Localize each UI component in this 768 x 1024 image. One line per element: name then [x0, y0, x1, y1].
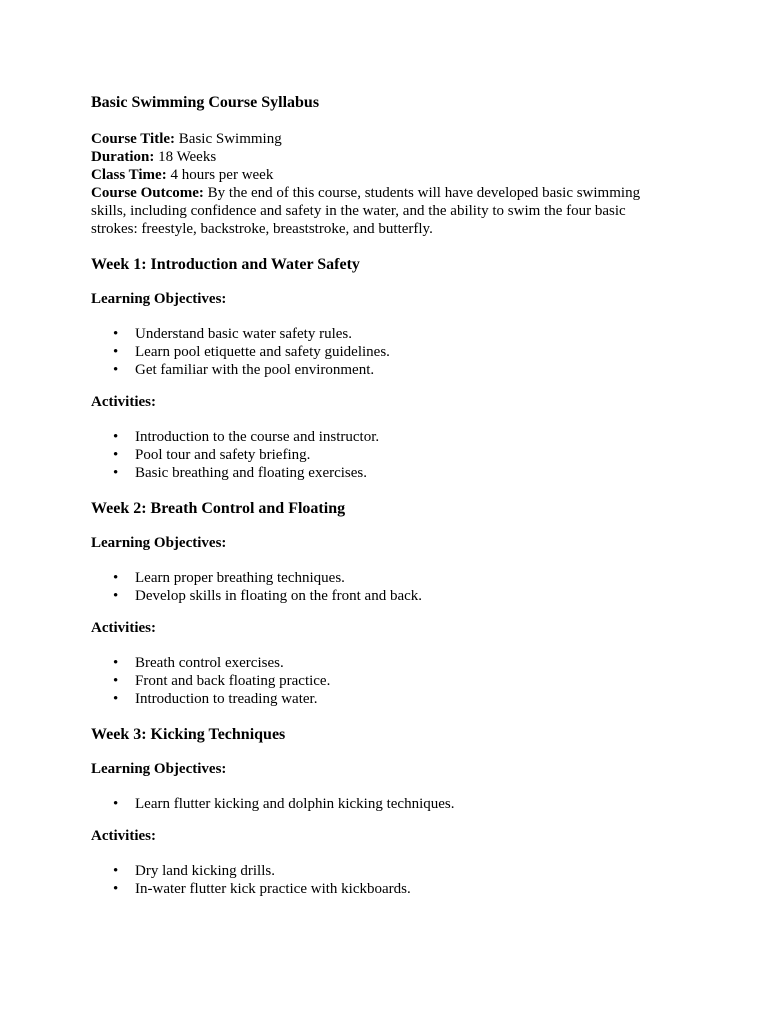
bullet-icon: •: [113, 326, 119, 342]
objectives-list: [91, 569, 671, 605]
meta-row-class-time: [91, 166, 671, 184]
list-item-text: Front and back floating practice.: [135, 673, 331, 689]
objectives-label: Learning Objectives:: [91, 535, 227, 551]
week-section-3: [91, 724, 671, 898]
list-item-text: Get familiar with the pool environment.: [135, 362, 375, 378]
meta-value: 18 Weeks: [154, 149, 217, 165]
objectives-label: Learning Objectives:: [91, 291, 227, 307]
meta-value: 4 hours per week: [166, 167, 274, 183]
list-item: [113, 428, 671, 446]
list-item: [113, 343, 671, 361]
bullet-icon: •: [113, 344, 119, 360]
list-item-text: Introduction to treading water.: [135, 691, 318, 707]
bullet-icon: •: [113, 447, 119, 463]
week-heading: Week 2: Breath Control and Floating: [91, 500, 346, 517]
activities-list: [91, 654, 671, 708]
objectives-label: Learning Objectives:: [91, 761, 227, 777]
list-item-text: Introduction to the course and instructor.: [135, 429, 380, 445]
bullet-icon: •: [113, 570, 119, 586]
activities-label: Activities:: [91, 620, 156, 636]
list-item: [113, 690, 671, 708]
week-section-2: [91, 498, 671, 708]
meta-value: By the end of this course, students will have developed basic swimming skills, including confidence and safety in the water, and the ability to swim the four basic strokes: freestyle, backstroke, breaststroke, and butterfly.: [91, 185, 641, 237]
list-item-text: Pool tour and safety briefing.: [135, 447, 311, 463]
bullet-icon: •: [113, 691, 119, 707]
meta-row-course-title: [91, 130, 671, 148]
list-item-text: Understand basic water safety rules.: [135, 326, 353, 342]
activities-list: [91, 428, 671, 482]
page-title: Basic Swimming Course Syllabus: [91, 94, 320, 111]
list-item-text: Learn flutter kicking and dolphin kicking techniques.: [135, 796, 455, 812]
objectives-list: [91, 795, 671, 813]
list-item-text: Dry land kicking drills.: [135, 863, 275, 879]
meta-label: Course Outcome:: [91, 185, 204, 201]
meta-label: Duration:: [91, 149, 155, 165]
objectives-list: [91, 325, 671, 379]
meta-value: Basic Swimming: [175, 131, 282, 147]
meta-label: Course Title:: [91, 131, 176, 147]
course-meta: [91, 130, 671, 238]
week-heading: Week 3: Kicking Techniques: [91, 726, 286, 743]
meta-row-duration: [91, 148, 671, 166]
bullet-icon: •: [113, 796, 119, 812]
list-item: [113, 325, 671, 343]
list-item-text: Learn proper breathing techniques.: [135, 570, 345, 586]
activities-label: Activities:: [91, 828, 156, 844]
bullet-icon: •: [113, 673, 119, 689]
list-item-text: Breath control exercises.: [135, 655, 284, 671]
bullet-icon: •: [113, 362, 119, 378]
list-item-text: Basic breathing and floating exercises.: [135, 465, 368, 481]
bullet-icon: •: [113, 429, 119, 445]
list-item: [113, 361, 671, 379]
list-item: [113, 446, 671, 464]
list-item-text: Learn pool etiquette and safety guidelines.: [135, 344, 390, 360]
activities-list: [91, 862, 671, 898]
document-page: [91, 93, 671, 898]
list-item: [113, 587, 671, 605]
bullet-icon: •: [113, 655, 119, 671]
activities-label: Activities:: [91, 394, 156, 410]
list-item: [113, 795, 671, 813]
meta-row-course-outcome: [91, 184, 671, 238]
list-item: [113, 880, 671, 898]
bullet-icon: •: [113, 465, 119, 481]
bullet-icon: •: [113, 881, 119, 897]
list-item: [113, 862, 671, 880]
list-item-text: Develop skills in floating on the front and back.: [135, 588, 423, 604]
bullet-icon: •: [113, 588, 119, 604]
meta-label: Class Time:: [91, 167, 167, 183]
list-item: [113, 464, 671, 482]
list-item: [113, 654, 671, 672]
list-item-text: In-water flutter kick practice with kickboards.: [135, 881, 411, 897]
list-item: [113, 672, 671, 690]
list-item: [113, 569, 671, 587]
week-section-1: [91, 254, 671, 482]
week-heading: Week 1: Introduction and Water Safety: [91, 256, 360, 273]
bullet-icon: •: [113, 863, 119, 879]
